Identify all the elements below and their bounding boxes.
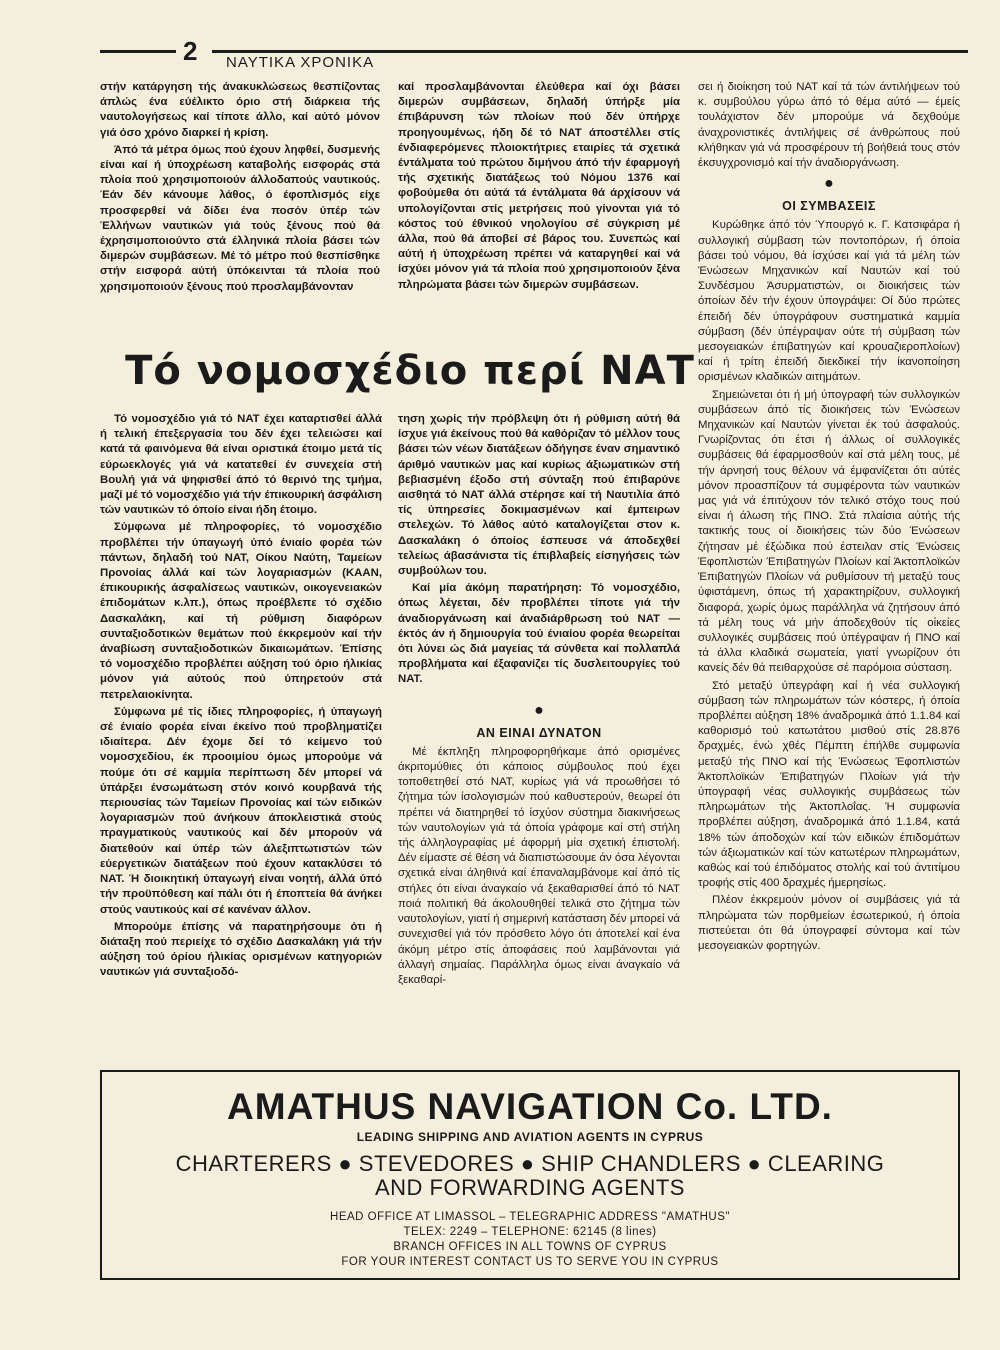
- header-rule-left: [100, 50, 176, 53]
- ad-head-office: HEAD OFFICE AT LIMASSOL – TELEGRAPHIC ADDRESS "AMATHUS": [330, 1211, 730, 1223]
- ad-telex: TELEX: 2249 – TELEPHONE: 62145 (8 lines): [403, 1226, 657, 1238]
- paragraph: Κυρώθηκε άπό τόν Ύπουργό κ. Γ. Κατσιφάρα ή συλλογική σύμβαση τών ποντοπόρων, ή όποία βάσει τού νόμου, θά ίσχύσει καί γιά τά μέλη τών Ένώσεων Μηχανικών καί Ναυτών καί τού Συνδέσμου Άσυρματιστών, οι διοικήσεις τών όποίων δέν τήν έχουν ύπογράψει: Οί δύο πρώτες έπειδή δέν ύπογράφουν συστηματικά καμμία σύμβαση (δέν ύπέγραψαν ούτε τή σύμβαση τών μεσογειακών έπιβατηγών καί κρουαζιερoπλοίων) καί ή τρίτη έπειδή διεκδικεί τήν ίκανοποίηση ορισμένων κλαδικών αιτημάτων.: [698, 219, 960, 384]
- paragraph: Μπορούμε έπίσης νά παρατηρήσουμε ότι ή διάταξη πού περιείχε τό σχέδιο Δασκαλάκη γιά τήν αύξηση τού όρίου ήλικίας ορισμένων κατηγοριών ναυτικών γιά συνταξιοδό-: [100, 920, 382, 979]
- ad-services-line-1: CHARTERERS ● STEVEDORES ● SHIP CHANDLERS ● CLEARING: [175, 1151, 885, 1176]
- ad-company-name: AMATHUS NAVIGATION Co. LTD.: [227, 1086, 833, 1127]
- paragraph: Καί μία άκόμη παρατήρηση: Τό νομοσχέδιο, όπως λέγεται, δέν προβλέπει τίποτε γιά τήν άναδιοργάνωση καί άναδιάρθρωση τού ΝΑΤ — έκτός άν ή δημιουργία τού ένιαίου φορέα θεωρείται ότι λύνει ώς διά μαγείας τά σύνθετα καί πολλαπλά προβλήματα καί έξαφανίζει τίς δυσλειτουργίες τού ΝΑΤ.: [398, 582, 680, 686]
- ad-branches: BRANCH OFFICES IN ALL TOWNS OF CYPRUS: [393, 1241, 667, 1253]
- ad-tagline: LEADING SHIPPING AND AVIATION AGENTS IN CYPRUS: [356, 1130, 704, 1144]
- paragraph: στήν κατάργηση τής άνακυκλώσεως θεσπίζοντας άπλώς ένα εύέλικτο όριο στή διάρκεια τής ναυτολογήσεως καί τίποτε άλλο, καί αύτό μόνον γιά όσο χρόνο διαρκεί ή κρίση.: [100, 81, 380, 139]
- advertisement-box: [100, 1070, 960, 1280]
- top-column-3: [698, 80, 960, 956]
- paragraph: σει ή διοίκηση τού ΝΑΤ καί τά τών άντιλήψεων τού κ. συμβούλου γύρω άπό τό θέμα αύτό — έμείς τουλάχιστον δέν μπορούμε νά δεχθούμε άναχρονιστικές άντιλήψεις σέ άνθρώπους πού κλήθηκαν γιά νά προσφέρουν τή βοήθειά τους στόν έκσυγχρονισμό καί τήν άναδιοργάνωση.: [698, 81, 960, 170]
- paragraph: Μέ έκπληξη πληροφορηθήκαμε άπό ορισμένες άκριτομύθιες ότι κάποιος σύμβουλος πού έχει τοποθετηθεί στό ΝΑΤ, κυρίως γιά νά προωθήσει τό ζήτημα τών ίσολογισμών πού καθυστερούν, θεωρεί ότι πρέπει νά διατηρηθεί τό ίσχύον σύστημα διακινήσεως τών ναυτολογίων γιά τά όποία γράφομε καί στή στήλη τής άλληλογραφίας μέ άφορμή μία σχετική έπιστολή. Δέν είμαστε σέ θέση νά διαπιστώσουμε άν όσα λέγονται σχετικά είναι άληθινά καί έπαναλαμβάνομε καί άπό τίς στήλες ότι είναι άναγκαίο νά ξεκαθαρισθεί άπό τό ΝΑΤ ποιά πολιτική θά άκολουθηθεί τελικά στο ζήτημα τών ναυτολογίων, γιατί ή σημερινή κατάσταση δέν μπορεί νά συνεχισθεί γιά τόν πρόσθετο λόγο ότι άποτελεί καί ένα άκόμη μέτρο στίς άποφάσεις πού λαμβάνονται γιά άλλαγή σημαίας. Παράλληλα όμως είναι άναγκαίο νά ξεκαθαρί-: [398, 745, 680, 986]
- paragraph: τηση χωρίς τήν πρόβλεψη ότι ή ρύθμιση αύτή θά ίσχυε γιά έκείνους πού θά καθόριζαν τό μέλλον τους βάσει τών νέων διατάξεων όδήγησε έναν σημαντικό άριθμό ναυτικών μας καί κυρίως άξιωματικών στή βεβιασμένη έξοδο στή σύνταξη πού έπιβαρύνε αισθητά τό ΝΑΤ άλλά στέρησε καί τή Ναυτιλία άπό τίς ύπηρεσίες δοκιμασμένων καί έμπειρων στελεχών. Τό λάθος αύτό καταλογίζεται στον κ. Δασκαλάκη ό όποίος έσπευσε νά άποδεχθεί τελείως άβασάνιστα τίς έπιβλαβείς είσηγήσεις τών συμβούλων του.: [398, 413, 680, 578]
- top-column-1: [100, 80, 380, 297]
- paragraph: Πλέον έκκρεμούν μόνον οί συμβάσεις γιά τά πληρώματα τών πορθμείων έσωτερικού, ή όποία πιστεύεται ότι θά ύπογραφεί σύντομα καί τών μεσογειακών φορτηγών.: [698, 894, 960, 952]
- paragraph: Σύμφωνα μέ πληροφορίες, τό νομοσχέδιο προβλέπει τήν ύπαγωγή ύπό ένιαίο φορέα τών πάντων, δηλαδή τού ΝΑΤ, Οίκου Ναύτη, Ταμείων Προνοίας άλλά καί τών λογαριασμών (ΚΑΑΝ, έπικουρικής άσφαλίσεως ναυτικών, οικογενειακών έπιδομάτων κ.λπ.), όπως προέβλεπε τό σχέδιο Δασκαλάκη, καί τή ρύθμιση διαφόρων συνταξιοδοτικών θεμάτων πού έκκρεμούν καί τήν άναβίωση συνταξιοδοτικών δικαιωμάτων. Έπίσης τό νομοσχέδιο προβλέπει αύξηση τού όριο ήλικίας μόνον γιά αύτούς πού ύπηρετούν στά πετρελαιοκίνητα.: [100, 521, 382, 701]
- paragraph: Στό μεταξύ ύπεγράφη καί ή νέα συλλογική σύμβαση τών πληρωμάτων τών κόστερς, ή όποία προβλέπει αύξηση 18% άναδρομικά άπό 1.1.84 καί καθορισμό τού κατωτάτου μισθού στίς 28.876 δραχμές, ένώ χθές Πέμπτη έπήλθε συμφωνία μεταξύ τής ΠΝΟ καί τής Ένώσεως Έφοπλιστών Άκτοπλοϊκών Έπιβατηγών Πλοίων γιά τήν ύπογραφή νέας συλλογικής συμβάσεως τών πληρωμάτων τής Άκτοπλοΐας. Ή συμφωνία προβλέπει αύξηση, άναδρομικά άπό 1.1.84, κατά 18% τών άποδοχών καί τών ειδικών έπιδομάτων τών άξιωματικών καί τών κατωτέρων πληρωμάτων, καθώς καί τού έπιδόματος στολής καί τού άντιτίμου τροφής στίς 400 δραχμές ήμερησίως.: [698, 679, 960, 890]
- page-number: 2: [183, 36, 198, 66]
- article-column-1: [100, 412, 382, 983]
- header-rule-right: [212, 50, 968, 53]
- publication-name: ΝΑΥΤΙΚΑ ΧΡΟΝΙΚΑ: [226, 54, 375, 71]
- ad-services-line-2: AND FORWARDING AGENTS: [375, 1175, 685, 1200]
- section-title-dynaton: ΑΝ ΕΙΝΑΙ ΔΥΝΑΤΟΝ: [476, 725, 602, 740]
- article-column-2: [398, 412, 680, 990]
- paragraph: καί προσλαμβάνονται έλεύθερα καί όχι βάσει διμερών συμβάσεων, δηλαδή ύπήρξε μία έπιβάρυνση τών πλοίων πού δέν ύπήρχε προηγουμένως, ήδη δέ τό ΝΑΤ άποστέλλει στίς ένδιαφερόμενες πλοιοκτήτριες εταιρίες τά σχετικά έντάλματα τού πρώτου διμήνου άπό τήν έφαρμογή τής σχετικής διατάξεως τού Νόμου 1376 καί φοβούμεθα ότι αύτά τά έντάλματα θά άρχίσουν νά υπολογίζονται στίς μετρήσεις πού γίνονται γιά τό κόστος τού έθνικού νηολογίου σέ σύγκριση μέ άλλα, πού θά άποβεί σέ βάρος του. Συνεπώς καί αύτή ή ύποχρέωση πρέπει νά καταργηθεί καί νά ίσχύει μόνον γιά τά πλοία πού χρησιμοποιούν ξένα πληρώματα βάσει τών διμερών συμβάσεων.: [398, 81, 680, 291]
- paragraph: Σύμφωνα μέ τίς ίδιες πληροφορίες, ή ύπαγωγή σέ ένιαίο φορέα είναι έκείνο πού προβληματίζει ιδιαίτερα. Δέν έχομε δεί τό κείμενο τού νομοσχεδίου, έκ προοιμίου όμως μπορούμε νά πούμε ότι σέ καμμία περίπτωση δέν μπορεί νά ύπάρξει ένσωμάτωση στόν κοινό κουρβανά τής περιουσίας τών Ταμείων Προνοίας καί τών ειδικών λογαριασμών πού άνήκουν άποκλειστικά στούς πραγματικούς ναυτικούς καί δέν μπορούν νά διατεθούν καί ύπέρ τών άλεξιπτωτιστών τών εύεργετικών διατάξεων πού έχουν κατακλύσει τό ΝΑΤ. Ή διοικητική ύπαγωγή είναι νοητή, άλλά ύπό τήν προϋπόθεση καί πάλι ότι ή έποπτεία θά άνήκει στούς ναυτικούς καί σέ κανέναν άλλον.: [100, 705, 382, 916]
- section-bullet: ●: [534, 701, 544, 719]
- paragraph: Άπό τά μέτρα όμως πού έχουν ληφθεί, δυσμενής είναι καί ή ύποχρέωση καταβολής εισφοράς στά πλοία πού χρησιμοποιούν άλλοδαπούς ναυτικούς. Έάν δέν κάνουμε λάθος, ό έφοπλισμός είχε προσφερθεί νά δίδει ένα ποσόν ύπέρ τών Έλλήνων ναυτικών γιά τούς ξένους πού θά έχρησιμοποιούντο στά έλληνικά πλοία βάσει τών διμερών συμβάσεων. Μέ τό μέτρο πού θεσπίσθηκε στήν εισφορά αύτή ύπόκεινται τά πλοία πού χρησιμοποιούν ξένους πού προσλαμβάνονταν: [100, 143, 380, 293]
- ad-closing: FOR YOUR INTEREST CONTACT US TO SERVE YOU IN CYPRUS: [341, 1256, 719, 1268]
- paragraph: Τό νομοσχέδιο γιά τό ΝΑΤ έχει καταρτισθεί άλλά ή τελική έπεξεργασία του δέν έχει τελειώσει καί κατά τά φαινόμενα θά είναι οριστικά έτοιμο μετά τίς εύρωεκλογές γιά νά κατατεθεί έν συνεχεία στή Βουλή γιά νά ψηφισθεί άπό τό θερινό της τμήμα, μαζί μέ τό νομοσχέδιο γιά τήν έπικουρική άσφάλιση τών ναυτικών τό όποίο είναι ήδη έτοιμο.: [100, 413, 382, 517]
- top-column-2: [398, 80, 680, 295]
- section-bullet: ●: [824, 175, 834, 193]
- article-headline: Τό νομοσχέδιο περί ΝΑΤ: [125, 348, 695, 394]
- paragraph: Σημειώνεται ότι ή μή ύπογραφή τών συλλογικών συμβάσεων άπό τίς διοικήσεις τών Ένώσεων Μηχανικών καί Ναυτών γίνεται έκ τού άσφαλούς. Γνωρίζοντας ότι έτσι ή άλλως οί συλλογικές συμβάσεις θά έφαρμοσθούν καί στά μέλη τους, μέ τήν άρνησή τους θέλουν νά έμφανίζεται ότι αύτές μόνον προασπίζουν τά συμφέροντα τών ναυτικών μας γιά νά έπιτύχουν τόν τελικό στόχο τους πού είναι ή άλωση τής ΠΝΟ. Στά πλαίσια αύτής τής τακτικής τους οί διοικήσεις τών δύο Ένώσεων ζήτησαν μέ έξώδικα πού έστειλαν στίς Ένώσεις Έφοπλιστών Έπιβατηγών Πλοίων καί Άκτοπλοϊκών Έπιβατηγών Πλοίων νά ρυθμίσουν τή μεταξύ τους ύφιστάμενη, όπως τή χαρακτηρίζουν, συλλογική διαφορά, χωρίς όμως παράλληλα νά ζητήσουν άπό τά μέλη τους νά μήν άποδεχθούν τίς οίκείες συλλογικές συμβάσεις πού ύπέγραψαν ή ΠΝΟ καί τά άλλα κλαδικά σωματεία, γιατί γνωρίζουν ότι κανείς δέν θά πειθαρχούσε σέ παρόμοια σύσταση.: [698, 388, 960, 675]
- section-title-symvaseis: ΟΙ ΣΥΜΒΑΣΕΙΣ: [782, 199, 876, 214]
